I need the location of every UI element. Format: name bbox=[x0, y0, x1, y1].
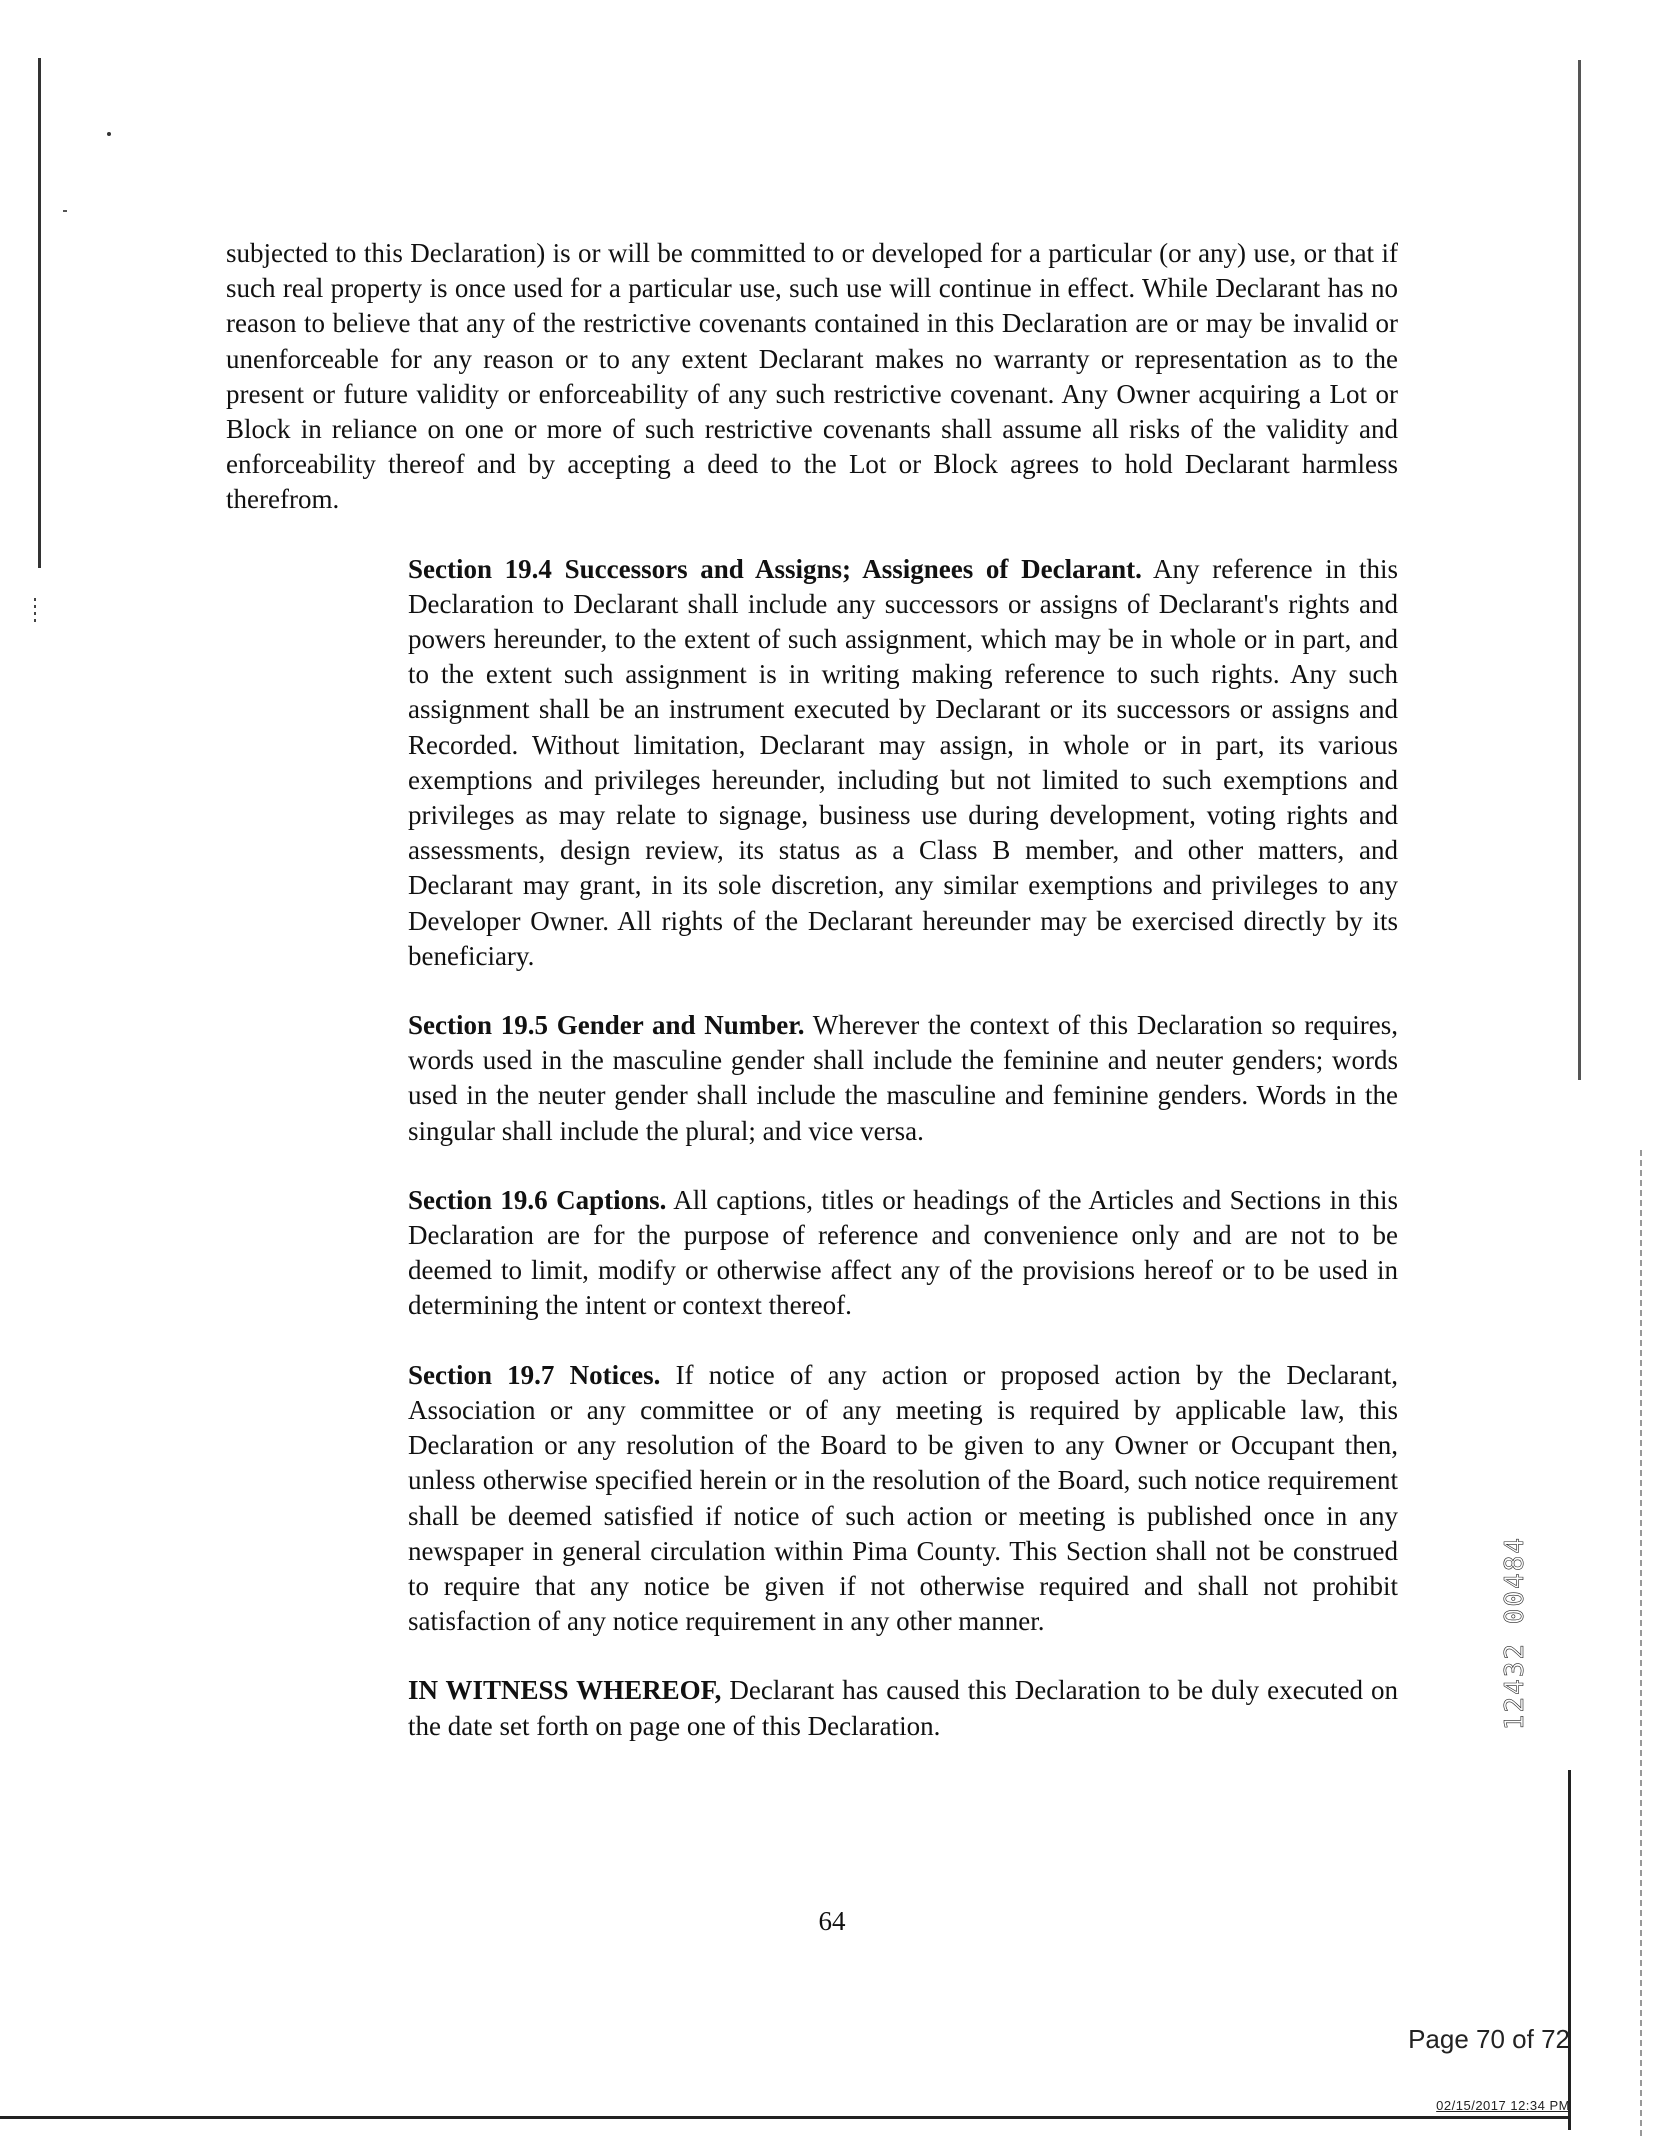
witness-body: Declarant has caused this Declaration to be duly executed on the date set forth on page one of this Declaration. bbox=[408, 1675, 1399, 1741]
section-19-5 bbox=[226, 1008, 1398, 1149]
page-count-stamp: Page 70 of 72 bbox=[1408, 2024, 1570, 2054]
scan-edge-far-right bbox=[1640, 1150, 1642, 2140]
scan-edge-left bbox=[38, 58, 41, 568]
witness-heading: IN WITNESS WHEREOF, bbox=[408, 1675, 722, 1706]
scan-edge-bottom bbox=[0, 2116, 1570, 2119]
section-19-6 bbox=[226, 1183, 1398, 1324]
scan-edge-right-lower bbox=[1568, 1770, 1571, 2130]
scan-speck bbox=[107, 132, 111, 136]
section-heading: Section 19.7 Notices. bbox=[408, 1359, 661, 1390]
scan-edge-left-dots bbox=[34, 598, 36, 624]
section-body: If notice of any action or proposed action by the Declarant, Association or any committee or of any meeting is required by applicable law, this Declaration or any resolution of the Board to be given to any Owner or Occupant then, unless otherwise specified herein or in the resolution of the Board, such notice requirement shall be deemed satisfied if notice of such action or meeting is published once in any newspaper in general circulation within Pima County. This Section shall not be construed to require that any notice be given if not otherwise required and shall not prohibit satisfaction of any notice requirement in any other manner. bbox=[408, 1359, 1399, 1637]
section-heading: Section 19.4 Successors and Assigns; Assignees of Declarant. bbox=[408, 553, 1142, 584]
scan-speck bbox=[63, 210, 67, 212]
section-19-7 bbox=[226, 1358, 1398, 1640]
section-body: All captions, titles or headings of the Articles and Sections in this Declaration are for the purpose of reference and convenience only and are not to be deemed to limit, modify or otherwise affect any of the provisions hereof or to be used in determining the intent or context thereof. bbox=[408, 1184, 1399, 1321]
section-body: Any reference in this Declaration to Declarant shall include any successors or assigns of Declarant's rights and powers hereunder, to the extent of such assignment, which may be in whole or in part, and to the extent such assignment is in writing making reference to such rights. Any such assignment shall be an instrument executed by Declarant or its successors or assigns and Recorded. Without limitation, Declarant may assign, in whole or in part, its various exemptions and privileges hereunder, including but not limited to such exemptions and privileges as may relate to signage, business use during development, voting rights and assessments, design review, its status as a Class B member, and other matters, and Declarant may grant, in its sole discretion, any similar exemptions and privileges to any Developer Owner. All rights of the Declarant hereunder may be exercised directly by its beneficiary. bbox=[408, 553, 1398, 971]
section-body: Wherever the context of this Declaration so requires, words used in the masculine gender shall include the feminine and neuter genders; words used in the neuter gender shall include the masculine and feminine genders. Words in the singular shall include the plural; and vice versa. bbox=[408, 1010, 1398, 1146]
section-heading: Section 19.5 Gender and Number. bbox=[408, 1010, 805, 1041]
witness-clause bbox=[226, 1673, 1398, 1743]
paragraph-continuation: subjected to this Declaration) is or will be committed to or developed for a particular (or any) use, or that if such real property is once used for a particular use, such use will continue in effect. While Declarant has no reason to believe that any of the restrictive covenants contained in this Declaration are or may be invalid or unenforceable for any reason or to any extent Declarant makes no warranty or representation as to the present or future validity or enforceability of any such restrictive covenant. Any Owner acquiring a Lot or Block in reliance on one or more of such restrictive covenants shall assume all risks of the validity and enforceability thereof and by accepting a deed to the Lot or Block agrees to hold Declarant harmless therefrom. bbox=[226, 238, 1398, 515]
scan-edge-right bbox=[1578, 60, 1581, 1080]
page-number: 64 bbox=[818, 1906, 846, 1936]
print-datetime-stamp: 02/15/2017 12:34 PM bbox=[1436, 2098, 1570, 2113]
recording-number-stamp: 12432 00484 bbox=[1500, 1536, 1530, 1731]
section-heading: Section 19.6 Captions. bbox=[408, 1184, 667, 1215]
document-body bbox=[226, 236, 1398, 1778]
section-19-4 bbox=[226, 552, 1398, 974]
